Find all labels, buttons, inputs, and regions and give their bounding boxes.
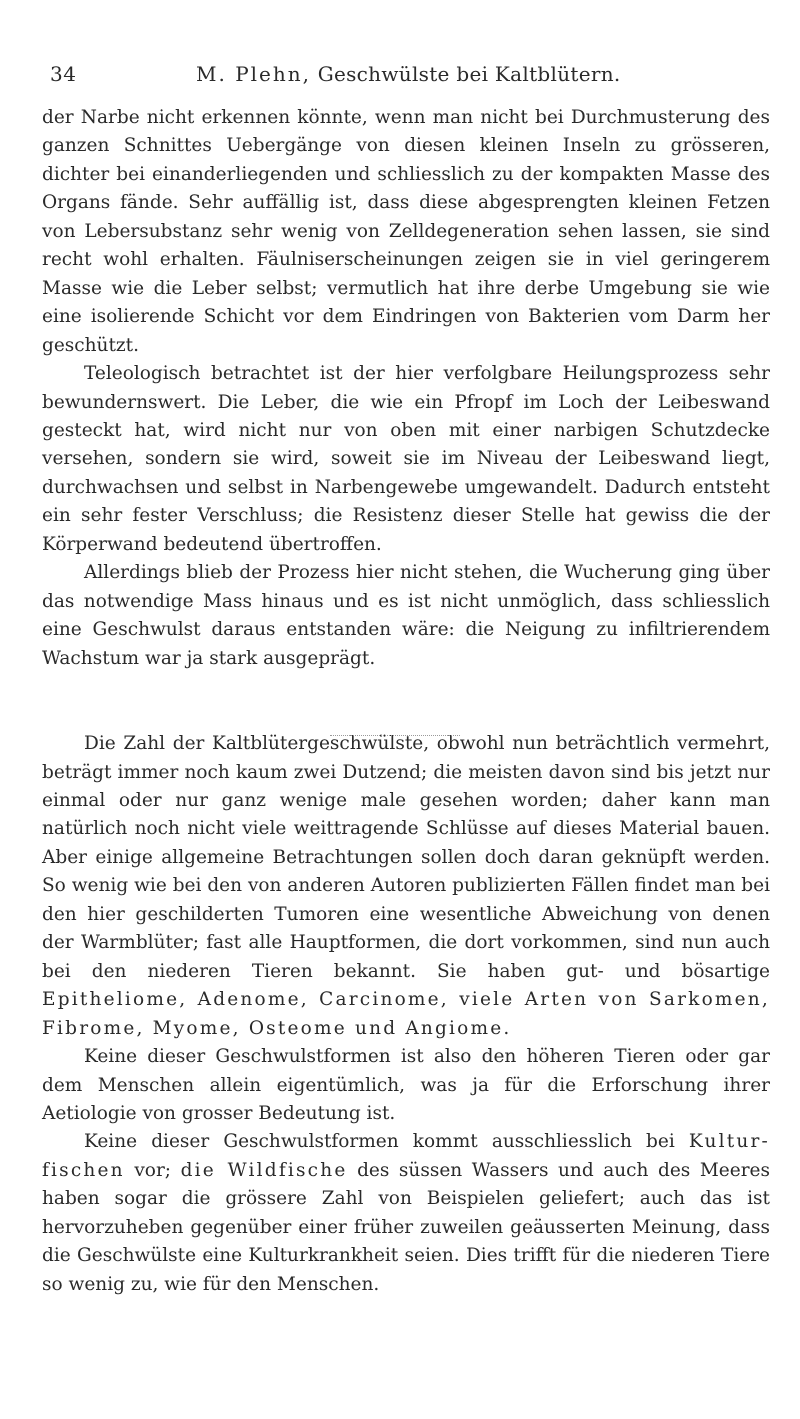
paragraph-zahl [42,730,770,1043]
paragraph-keine-eigentuemlich: Keine dieser Geschwulstformen ist also den höheren Tieren oder gar dem Menschen allein eigentümlich, was ja für die Erforschung ihrer Aetiologie von grosser Bedeutung ist. [42,1046,770,1124]
page-header [50,62,750,92]
paragraph-allerdings: Allerdings blieb der Prozess hier nicht stehen, die Wucherung ging über das notwendige Mass hinaus und es ist nicht unmöglich, dass schliesslich eine Geschwulst daraus entstanden wäre: die Neigung zu infiltrierendem Wachstum war ja stark ausgeprägt. [42,562,770,669]
tumor-type-list: Epitheliome, Adenome, Carcinome, viele Arten von Sarkomen, Fibrome, Myome, Osteome und Angiome. [42,989,770,1039]
kultur-tail: des süssen Wassers und auch des Meeres [357,1159,770,1181]
kultur-lead: Keine dieser Geschwulstformen kommt ausschliesslich bei [84,1131,675,1153]
section-break [42,673,770,730]
running-head-title: Geschwülste bei Kaltblütern. [317,62,621,86]
page-number: 34 [50,62,77,86]
running-head [196,62,621,86]
kultur-rest: haben sogar die grössere Zahl von Beispielen geliefert; auch das ist hervorzuheben gegenüber einer früher zuweilen geäusserten Meinung, dass die Geschwülste eine Kulturkrankheit seien. Dies trifft für die niederen Tiere so wenig zu, wie für den Menschen. [42,1188,770,1295]
wildfische-term: die Wildfische [180,1159,348,1181]
paragraph-kulturfischen [42,1128,770,1299]
body-text [42,104,770,1299]
paragraph-zahl-text: Die Zahl der Kaltblütergeschwülste, obwohl nun beträchtlich vermehrt, beträgt immer noch kaum zwei Dutzend; die meisten davon sind bis jetzt nur einmal oder nur ganz wenige male gesehen worden; daher kann man natürlich noch nicht viele weittragende Schlüsse auf dieses Material bauen. Aber einige allgemeine Betrachtungen sollen doch daran geknüpft werden. So wenig wie bei den von anderen Autoren publizierten Fällen findet man bei den hier geschilderten Tumoren eine wesentliche Abweichung von denen der Warmblüter; fast alle Hauptformen, die dort vorkommen, sind nun auch bei den niederen Tieren bekannt. Sie haben gut- und bösartige [42,733,770,982]
section-divider [330,735,460,736]
kultur-middle: vor; [134,1159,172,1181]
kulturfischen-term: Kultur-fischen [42,1131,771,1181]
paragraph-teleologisch: Teleologisch betrachtet ist der hier verfolgbare Heilungsprozess sehr bewundernswert. Die Leber, die wie ein Pfropf im Loch der Leibeswand gesteckt hat, wird nicht nur von oben mit einer narbigen Schutzdecke versehen, sondern sie wird, soweit sie im Niveau der Leibeswand liegt, durchwachsen und selbst in Narbengewebe umgewandelt. Dadurch entsteht ein sehr fester Verschluss; die Resistenz dieser Stelle hat gewiss die der Körperwand bedeutend übertroffen. [42,363,770,555]
paragraph-narbe: der Narbe nicht erkennen könnte, wenn man nicht bei Durchmusterung des ganzen Schnittes Uebergänge von diesen kleinen Inseln zu grösseren, dichter bei einanderliegenden und schliesslich zu der kompakten Masse des Organs fände. Sehr auffällig ist, dass diese abgesprengten kleinen Fetzen von Lebersubstanz sehr wenig von Zelldegeneration sehen lassen, sie sind recht wohl erhalten. Fäulniserscheinungen zeigen sie in viel geringerem Masse wie die Leber selbst; vermutlich hat ihre derbe Umgebung sie wie eine isolierende Schicht vor dem Eindringen von Bakterien vom Darm her geschützt. [42,107,770,356]
running-head-author: M. Plehn, [196,62,312,86]
